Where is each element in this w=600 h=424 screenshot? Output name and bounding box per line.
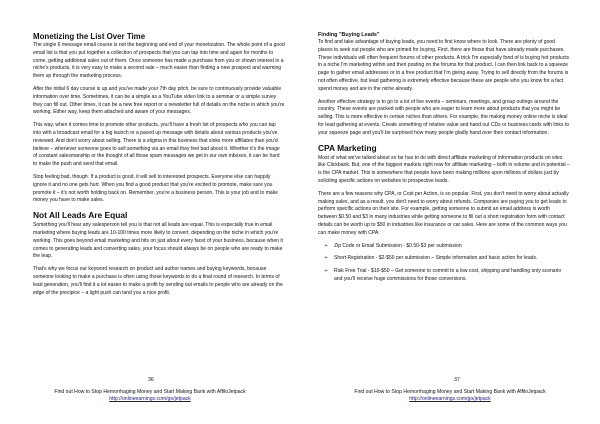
paragraph: This way, when it comes time to promote other products, you'll have a fresh list of prospects who you can tap into with a broadcast email for a big launch or a paced up message with details about various products you've reviewed. And don't worry about selling. There is a stigma in this business that sinks more affiliates than you'd believe – whenever someone goes to sell something via an email they feel bad about it. Whether it's the image of constant salesmanship or the thought of all those spam messages we get in our own inboxes, it can be hard to make the push and send that email. bbox=[33, 122, 280, 168]
list-item-text: Risk Free Trial - $10-$50 – Get someone to commit to a low cost, shipping and handling only scenario and you'll receive huge commissions for those conversions. bbox=[334, 268, 562, 282]
arrow-bullet-icon: ➢ bbox=[324, 255, 329, 262]
paragraph: Something you'll hear any salesperson tell you is that not all leads are equal. This is especially true in email marketing where buying leads are 10-100 times more likely to convert, depending on the niche in which you're working. This goes beyond email marketing and hits on just about every facet of your business, because when it comes to generating leads and converting sales, your focus should always be on people who are ready to make the leap. bbox=[33, 222, 283, 260]
page-number: 37 bbox=[454, 377, 460, 383]
footer-link[interactable]: http://onlineearnings.com/go/jetpack bbox=[409, 396, 491, 402]
paragraph: Another effective strategy is to go to a lot of live events – seminars, meetings, and group outings around the country. These events are packed with people who are eager to learn more about products that you might be selling. This is more effective in certain niches than others. For example, the making money online niche is ideal for lead gathering at events. Create something of relative value and hand out CDs or business cards with links to your squeeze page and you'll be surprised how many people gladly hand over their contact information. bbox=[318, 98, 570, 136]
paragraph: Stop feeling bad, though. If a product is good, it will sell to interested prospects. Everyone else can happily ignore it and no one gets hurt. When you find a good product that you're excited to promote, make sure you promote it – it's not worth holding back on. Remember, you're a business person. This is your job and to make money you have to make sales. bbox=[33, 173, 279, 204]
paragraph: After the initial 6 day course is up and you've made your 7th day pitch, be sure to continuously provide valuable information over time. Sometimes, it can be a simple as a YouTube video link to a seminar or a simple survey they can fill out. Other times, it can be a new free report or a newsletter full of details on the niche in which you're working. Either way, keep them attached and aware of your messages. bbox=[33, 85, 285, 116]
section-heading-leads: Not All Leads Are Equal bbox=[33, 210, 128, 221]
section-heading-monetizing: Monetizing the List Over Time bbox=[33, 32, 146, 41]
cpa-list bbox=[318, 243, 570, 284]
arrow-bullet-icon: ➢ bbox=[324, 268, 329, 275]
subheading-buying-leads: Finding "Buying Leads" bbox=[318, 32, 380, 38]
list-item bbox=[318, 268, 570, 284]
list-item-text: Zip Code or Email Submission - $0.50-$3 per submission bbox=[334, 242, 462, 249]
paragraph: There are a few reasons why CPA, or Cost per Action, is so popular. First, you don't need to worry about actually making sales, and as a result, you don't need to worry about refunds. Companies are paying you to get leads to perform specific actions on their site. For example, getting someone to submit an email address is worth between $0.50 and $3 in many industries while getting someone to fill out a short registration form with contact details can be worth up to $50 in industries like insurance or car sales. Here are some of the common ways you can make money with CPA: bbox=[318, 190, 569, 236]
page-number: 36 bbox=[148, 377, 154, 383]
paragraph: Most of what we've talked about so far has to do with direct affiliate marketing of information products on sites like Clickbank. But, one of the biggest markets right now for affiliate marketing – both in volume and in potential – is the CPA market. This is somewhere that people have been making millions upon millions of dollars just by soliciting specific actions on websites to prospective leads. bbox=[318, 154, 570, 184]
left-page-body bbox=[33, 32, 285, 302]
paragraph: To find and take advantage of buying leads, you need to first know where to look. There are plenty of good places to seek out people who are primed for buying. First, there are those that have already made purchases. These individuals will often frequent forums of other products. A trick I'm especially fond of is buying hot products in a niche I'm marketing within and then posting on the forums for that product. I can then link back to a squeeze page to gather email addresses or to a free product that I'm giving away. Trying to sell directly from the forums is not often effective, but lead gathering is extremely effective because these are people who you know for a fact spend money and are in the niche already. bbox=[318, 39, 570, 92]
right-page-body bbox=[318, 32, 570, 289]
list-item bbox=[318, 255, 570, 263]
arrow-bullet-icon: ➢ bbox=[324, 242, 329, 249]
section-heading-cpa: CPA Marketing bbox=[318, 142, 377, 153]
list-item bbox=[318, 243, 570, 251]
footer-text: Find out How to Stop Hemorrhaging Money and Start Making Bank with AffiloJetpack bbox=[54, 389, 246, 395]
footer-text: Find out How to Stop Hemorrhaging Money and Start Making Bank with AffiloJetpack bbox=[354, 389, 546, 395]
right-page bbox=[300, 0, 600, 424]
list-item-text: Short Registration - $2-$50 per submission – Simple information and basic action for leads. bbox=[334, 255, 538, 262]
footer-link[interactable]: http://onlineearnings.com/go/jetpack bbox=[109, 396, 191, 402]
paragraph: That's why we focus our keyword research on product and author names and buying keywords, because someone looking to make a purchase is often using those keywords to do a final round of research. In terms of lead generation, you'll find it a lot easier to make a profit by sending out emails to people who are already on the edge of the precipice – a light push can land you a nice profit. bbox=[33, 266, 283, 296]
paragraph: The single 6 message email course is not the beginning and end of your monetization. The whole point of a good email list is that you put together a collection of prospects that you can tap into time and again for months to come, getting additional sales out of them. Once someone has made a purchase from you or shown interest in a niche's products, it is very easy to make a second sale – much easier than finding a new prospect and warming them up through the marketing process. bbox=[33, 42, 285, 80]
